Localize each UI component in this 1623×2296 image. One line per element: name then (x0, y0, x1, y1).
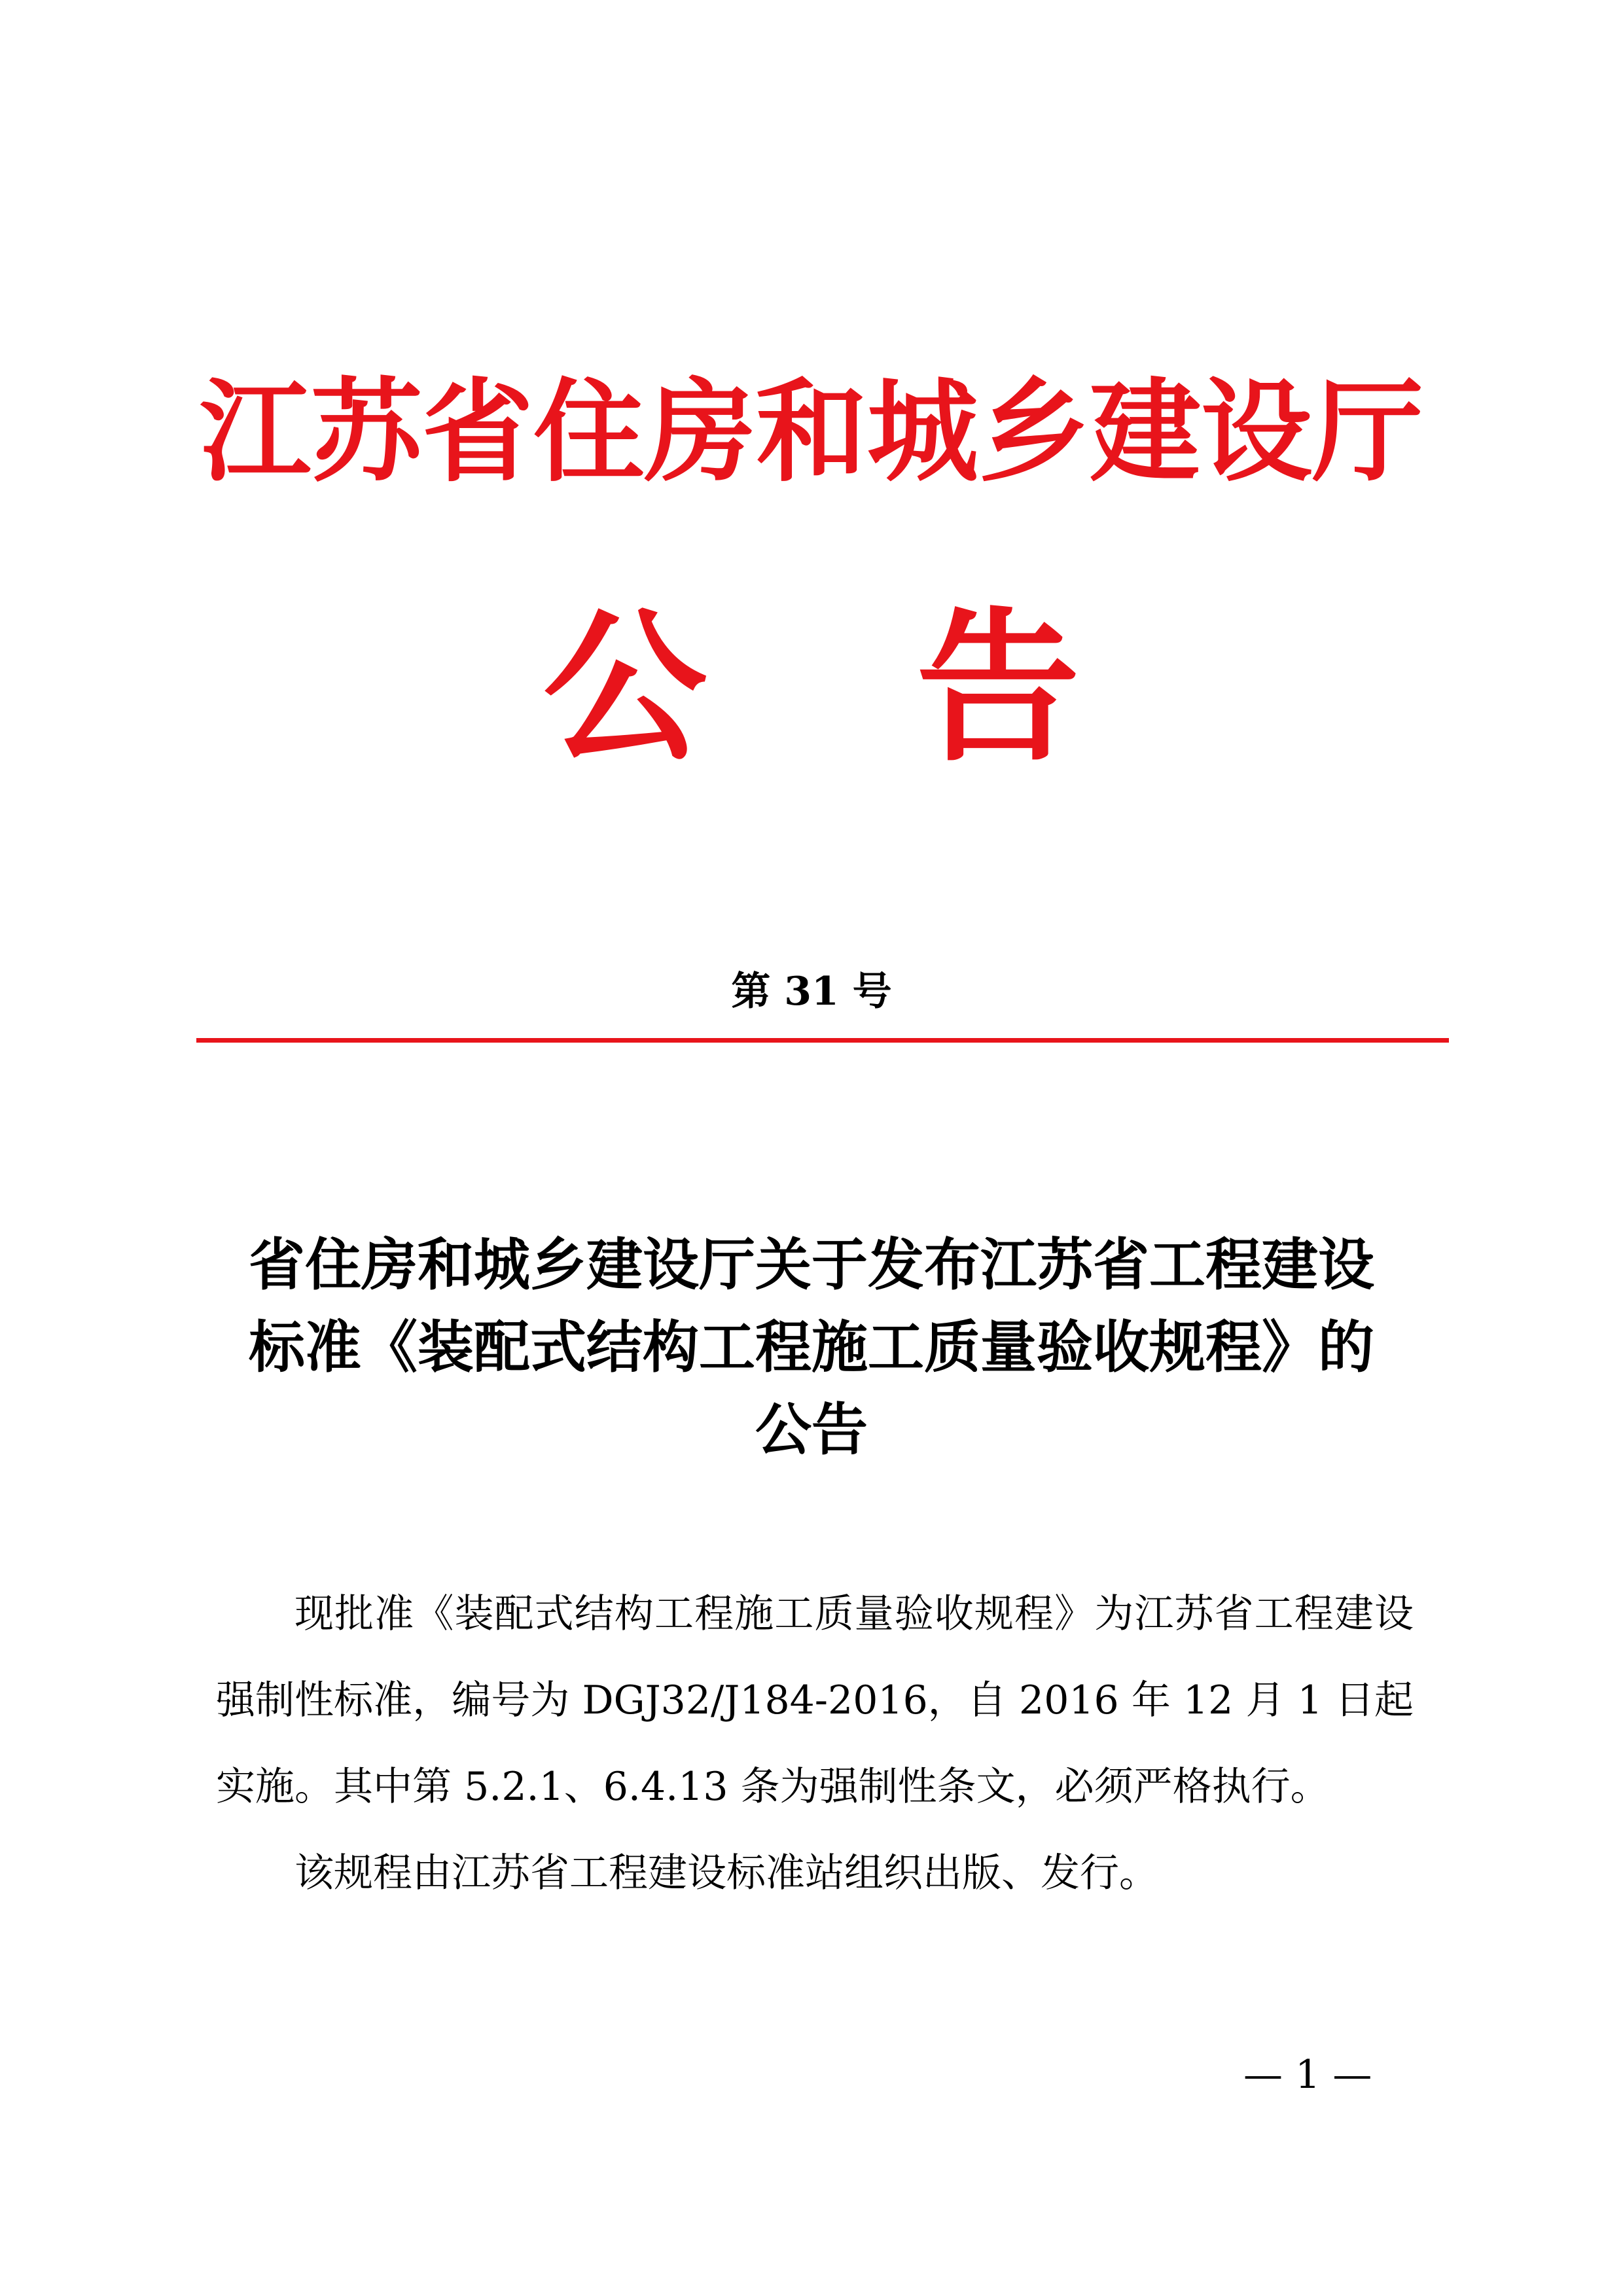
notice-title (196, 1224, 1427, 1471)
issuing-agency-heading: 江苏省住房和城乡建设厅 (199, 367, 1423, 497)
notice-title-line: 公告 (755, 1397, 868, 1463)
page-number: — 1 — (1243, 2052, 1372, 2098)
red-separator-line (196, 1038, 1449, 1043)
document-number: 第 31 号 (731, 969, 892, 1014)
body-paragraph: 该规程由江苏省工程建设标准站组织出版、发行。 (294, 1850, 1158, 1896)
notice-body (216, 1571, 1414, 1916)
notice-title-line: 标准《装配式结构工程施工质量验收规程》的 (249, 1314, 1374, 1380)
document-type-heading: 公告 (543, 591, 1289, 783)
body-paragraph: 现批准《装配式结构工程施工质量验收规程》为江苏省工程建设强制性标准，编号为 DGJ32/J184-2016，自 2016 年 12 月 1 日起实施。其中第 5.2.1、6.4.13 条为强制性条文，必须严格执行。 (216, 1591, 1414, 1810)
notice-title-line: 省住房和城乡建设厅关于发布江苏省工程建设 (249, 1232, 1374, 1298)
